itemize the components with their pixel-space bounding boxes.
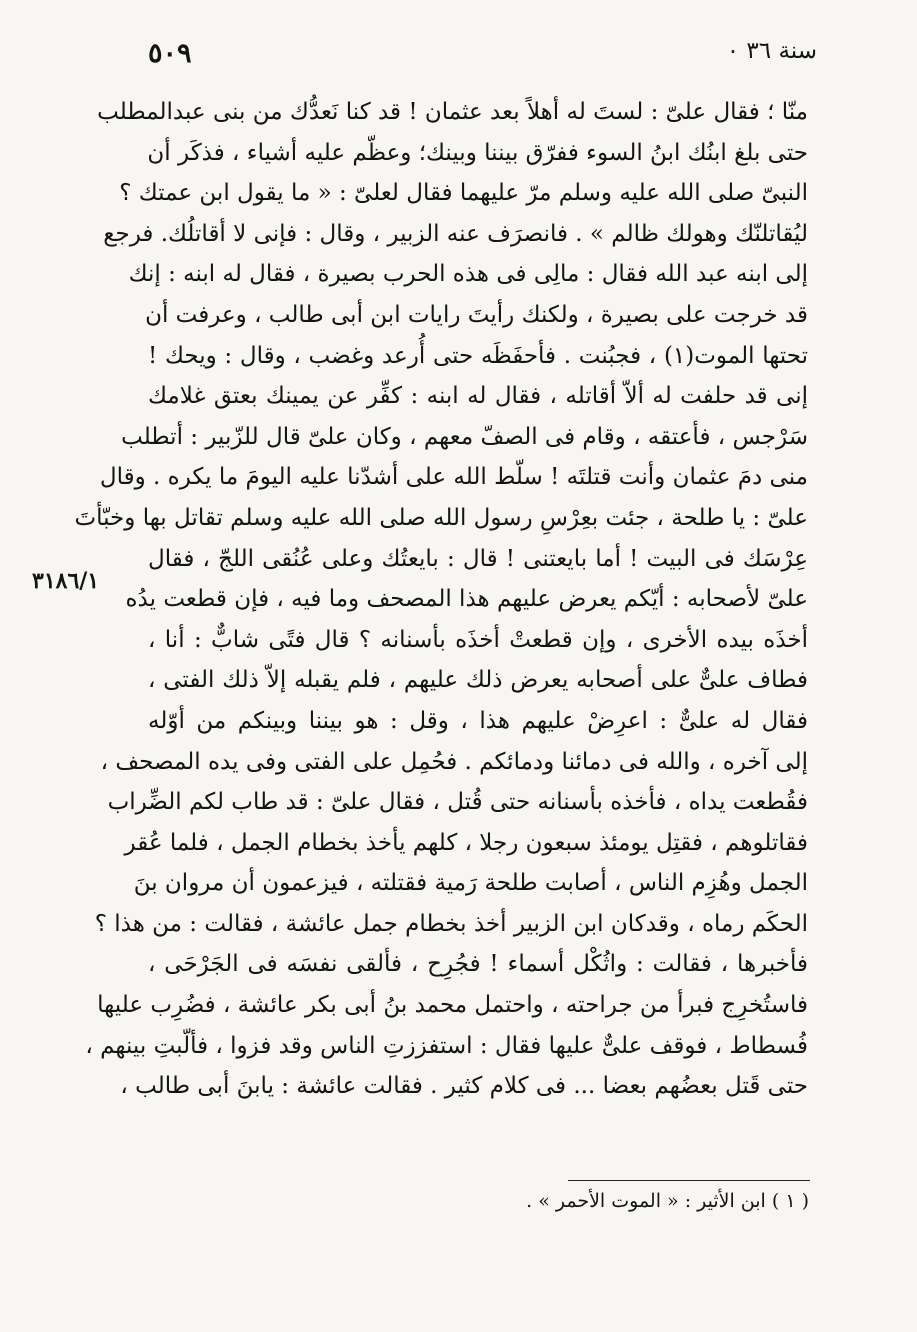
text-line: إلى آخره ، والله فى دمائنا ودمائكم . فحُمِل على الفتى وفى يده المصحف ،	[100, 748, 808, 775]
text-line: فقاتلوهم ، فقتِل يومئذ سبعون رجلا ، كلهم يأخذ بخطام الجمل ، فلما عُقر	[124, 829, 808, 856]
footnote-separator	[568, 1180, 810, 1181]
footnote: ( ١ ) ابن الأثير : « الموت الأحمر » .	[526, 1190, 809, 1212]
text-line: أخذَه بيده الأخرى ، وإن قطعتْ أخذَه بأسنانه ؟ قال فتًى شابٌّ : أنا ،	[148, 626, 808, 653]
text-line: فقال له علىٌّ : اعرِضْ عليهم هذا ، وقل : هو بيننا وبينكم من أوّله	[148, 707, 808, 734]
text-line: الحكَم رماه ، وقدكان ابن الزبير أخذ بخطام جمل عائشة ، فقالت : من هذا ؟	[94, 910, 808, 937]
text-line: فُسطاط ، فوقف علىٌّ عليها فقال : استفززتِ الناس وقد فزوا ، فألّبتِ بينهم ،	[85, 1032, 808, 1059]
text-line: منّا ؛ فقال علىّ : لستَ له أهلاً بعد عثمان ! قد كنا نَعدُّك من بنى عبدالمطلب	[97, 99, 808, 125]
text-line: فاستُخرِج فبرأ من جراحته ، واحتمل محمد بنُ أبى بكر عائشة ، فضُرِب عليها	[97, 992, 808, 1019]
text-line: حتى بلغ ابنُك ابنُ السوء ففرّق بيننا وبينك؛ وعظّم عليه أشياء ، فذكَر أن	[147, 139, 808, 166]
page-number: ٥٠٩	[148, 38, 192, 69]
text-line: النبىّ صلى الله عليه وسلم مرّ عليهما فقال لعلىّ : « ما يقول ابن عمتك ؟	[119, 180, 808, 207]
text-line: تحتها الموت(١) ، فجبُنت . فأحفَظَه حتى أُرعد وغضب ، وقال : ويحك !	[148, 342, 808, 369]
text-line: فأخبرها ، فقالت : واثُكْل أسماء ! فجُرِح ، فألقى نفسَه فى الجَرْحَى ،	[148, 951, 808, 978]
body-text	[74, 92, 808, 1107]
text-line: سَرْجس ، فأعتقه ، وقام فى الصفّ معهم ، وكان علىّ قال للزّبير : أتطلب	[121, 423, 808, 450]
text-line: عِرْسَك فى البيت ! أما بايعتنى ! قال : بايعتُك وعلى عُنُقى اللجّ ، فقال	[148, 545, 808, 572]
text-line: إنى قد حلفت له ألاّ أقاتله ، فقال له ابنه : كفِّر عن يمينك بعتق غلامك	[148, 383, 808, 410]
text-line: ليُقاتلنّك وهولك ظالم » . فانصرَف عنه الزبير ، وقال : فإنى لا أقاتلُك. فرجع	[103, 220, 808, 247]
margin-reference: ٣١٨٦/١	[32, 568, 100, 594]
text-line: الجمل وهُزِم الناس ، أصابت طلحة رَمية فقتلته ، فيزعمون أن مروان بنَ	[133, 870, 808, 897]
text-line: علىّ : يا طلحة ، جئت بعِرْسِ رسول الله صلى الله عليه وسلم تقاتل بها وخبّأتَ	[74, 504, 808, 531]
text-line: فقُطعت يداه ، فأخذه بأسنانه حتى قُتل ، فقال علىّ : قد طاب لكم الضِّراب	[107, 789, 808, 816]
text-line: منى دمَ عثمان وأنت قتلتَه ! سلّط الله على أشدّنا عليه اليومَ ما يكره . وقال	[99, 464, 808, 491]
text-line: إلى ابنه عبد الله فقال : مالِى فى هذه الحرب بصيرة ، فقال له ابنه : إنك	[128, 261, 808, 288]
text-line: علىّ لأصحابه : أيّكم يعرض عليهم هذا المصحف وما فيه ، فإن قطعت يدُه	[125, 586, 808, 613]
text-line: فطاف علىٌّ على أصحابه يعرض ذلك عليهم ، فلم يقبله إلاّ ذلك الفتى ،	[148, 667, 808, 694]
running-header-year: سنة ٣٦ ۰	[726, 38, 817, 64]
text-line: حتى قَتل بعضُهم بعضا ... فى كلام كثير . فقالت عائشة : يابنَ أبى طالب ،	[120, 1073, 808, 1100]
text-line: قد خرجت على بصيرة ، ولكنك رأيتَ رايات ابن أبى طالب ، وعرفت أن	[145, 301, 808, 328]
